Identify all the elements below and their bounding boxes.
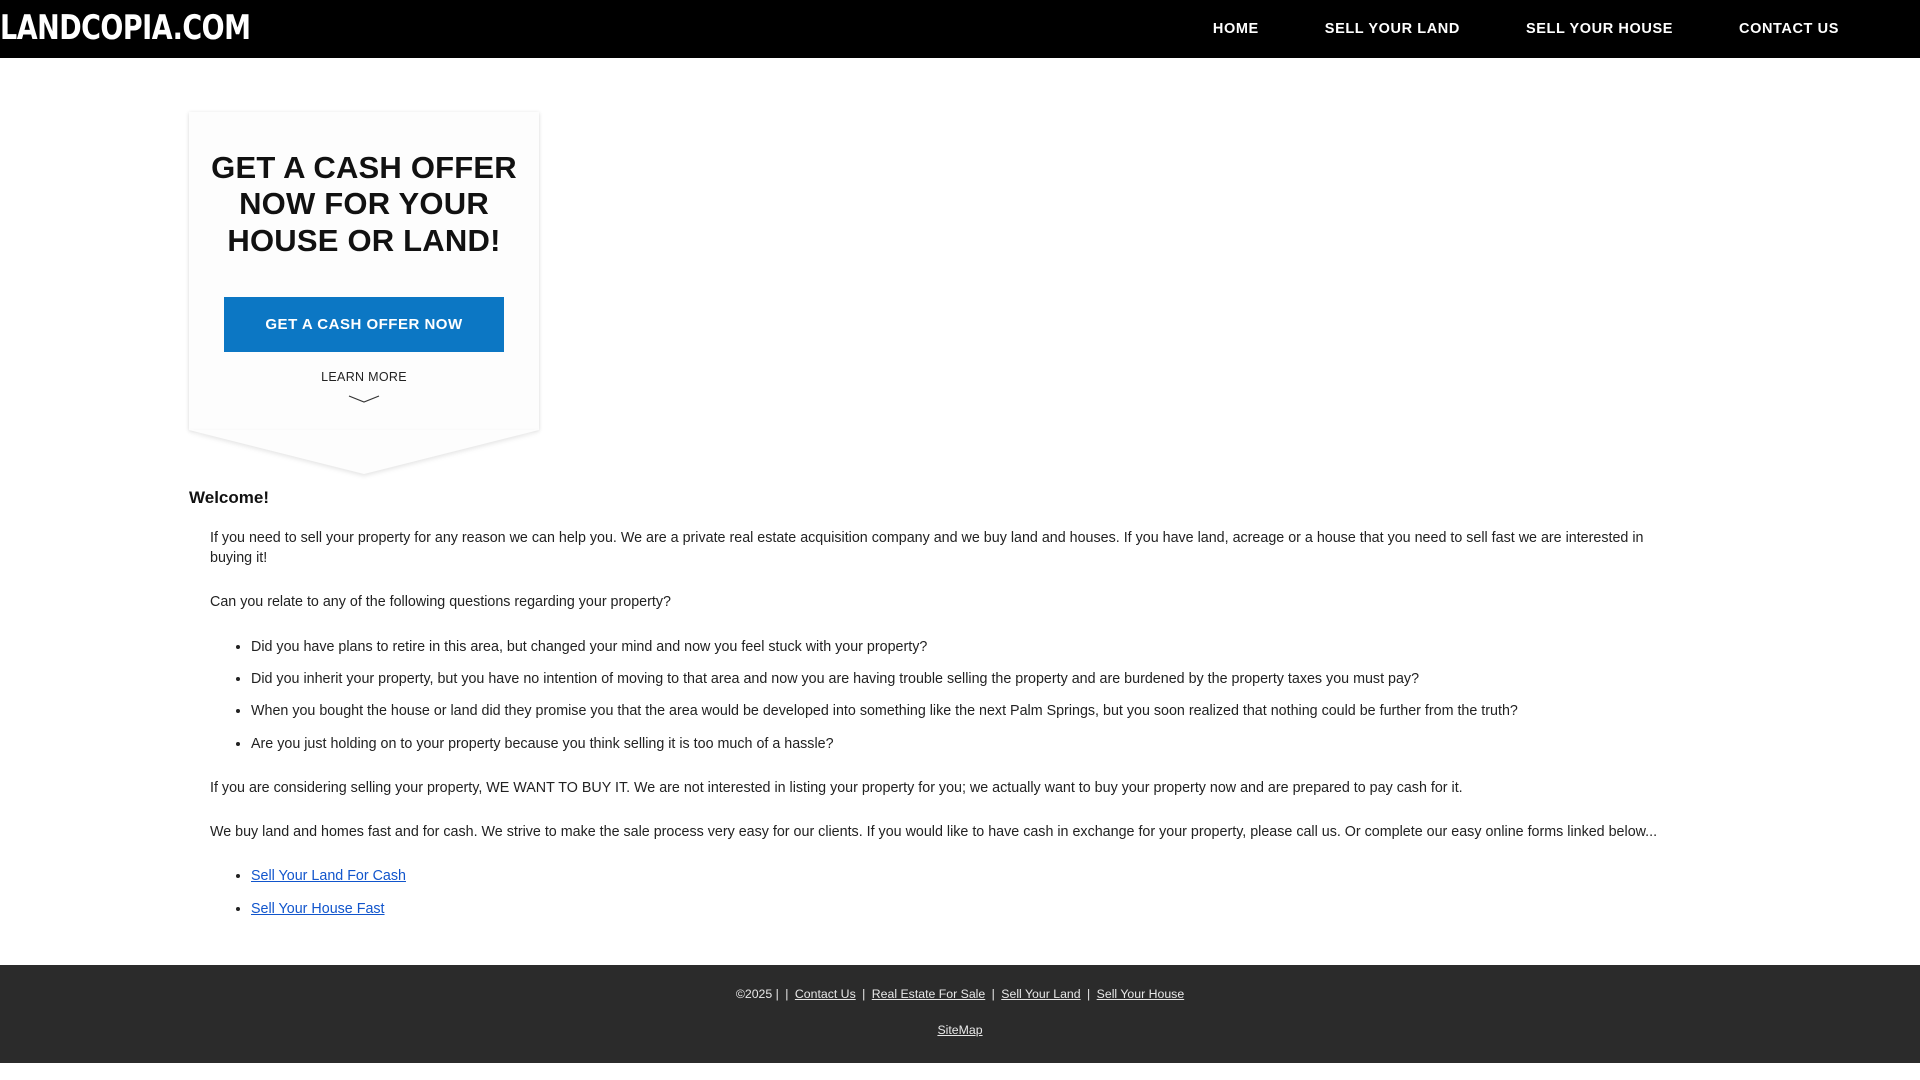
site-logo[interactable]: LANDCOPIA.COM xyxy=(0,9,251,48)
footer-link-sitemap[interactable]: SiteMap xyxy=(937,1023,983,1038)
nav-item-sell-your-house[interactable]: SELL YOUR HOUSE xyxy=(1525,21,1674,37)
main-content xyxy=(0,488,1920,919)
footer-link-sell-your-land[interactable]: Sell Your Land xyxy=(1001,987,1081,1002)
chevron-down-icon[interactable] xyxy=(347,394,381,404)
main-navigation xyxy=(1180,0,1920,58)
list-item xyxy=(251,866,1731,886)
footer-link-real-estate-for-sale[interactable]: Real Estate For Sale xyxy=(871,987,986,1002)
footer-separator: | xyxy=(785,987,789,1002)
closing-paragraph-1: If you are considering selling your property, WE WANT TO BUY IT. We are not interested in listing your property for you; we actually want to buy your property now and are prepared to pay cash for it. xyxy=(210,779,1463,796)
site-footer xyxy=(0,965,1920,1063)
site-header xyxy=(0,0,1920,58)
list-item: • Did you have plans to retire in this area, but changed your mind and now you feel stuck with your property? xyxy=(251,637,1731,657)
hero-card xyxy=(189,112,539,430)
footer-link-sell-your-house[interactable]: Sell Your House xyxy=(1096,987,1185,1002)
page-title: Welcome! xyxy=(189,487,269,507)
nav-item-home[interactable]: HOME xyxy=(1212,21,1259,37)
learn-more-link[interactable]: LEARN MORE xyxy=(321,369,407,384)
action-link-list xyxy=(189,866,1731,919)
get-cash-offer-button[interactable]: GET A CASH OFFER NOW xyxy=(224,297,504,352)
footer-separator: | xyxy=(862,987,866,1002)
hero-title: GET A CASH OFFER NOW FOR YOUR HOUSE OR LAND! xyxy=(211,150,517,258)
footer-separator: | xyxy=(1087,987,1091,1002)
sell-your-land-link[interactable]: Sell Your Land For Cash xyxy=(251,868,406,885)
list-item: • Are you just holding on to your property because you think selling it is too much of a hassle? xyxy=(251,734,1731,754)
closing-paragraph-2: We buy land and homes fast and for cash. We strive to make the sale process very easy for our clients. If you would like to have cash in exchange for your property, please call us. Or complete our easy online forms linked below... xyxy=(210,824,1658,841)
sell-your-house-link[interactable]: Sell Your House Fast xyxy=(251,900,385,917)
nav-item-contact-us[interactable]: CONTACT US xyxy=(1739,21,1839,37)
hero-section xyxy=(0,58,1920,430)
footer-copyright: ©2025 | xyxy=(735,987,779,1002)
list-item: • When you bought the house or land did they promise you that the area would be developed into something like the next Palm Springs, but you soon realized that nothing could be further from the truth? xyxy=(251,701,1731,721)
footer-separator: | xyxy=(991,987,995,1002)
footer-links-row xyxy=(0,987,1920,1001)
nav-item-sell-your-land[interactable]: SELL YOUR LAND xyxy=(1324,21,1460,37)
footer-link-contact-us[interactable]: Contact Us xyxy=(794,987,856,1002)
list-item: • Did you inherit your property, but you have no intention of moving to that area and now you are having trouble selling the property and are burdened by the property taxes you must pay? xyxy=(251,669,1731,689)
question-list xyxy=(189,637,1731,754)
question-lead-paragraph: Can you relate to any of the following questions regarding your property? xyxy=(210,594,671,611)
list-item xyxy=(251,899,1731,919)
footer-sitemap-row xyxy=(0,1023,1920,1037)
intro-paragraph: If you need to sell your property for any reason we can help you. We are a private real estate acquisition company and we buy land and houses. If you have land, acreage or a house that you need to sell fast we are interested in buying it! xyxy=(210,529,1644,567)
